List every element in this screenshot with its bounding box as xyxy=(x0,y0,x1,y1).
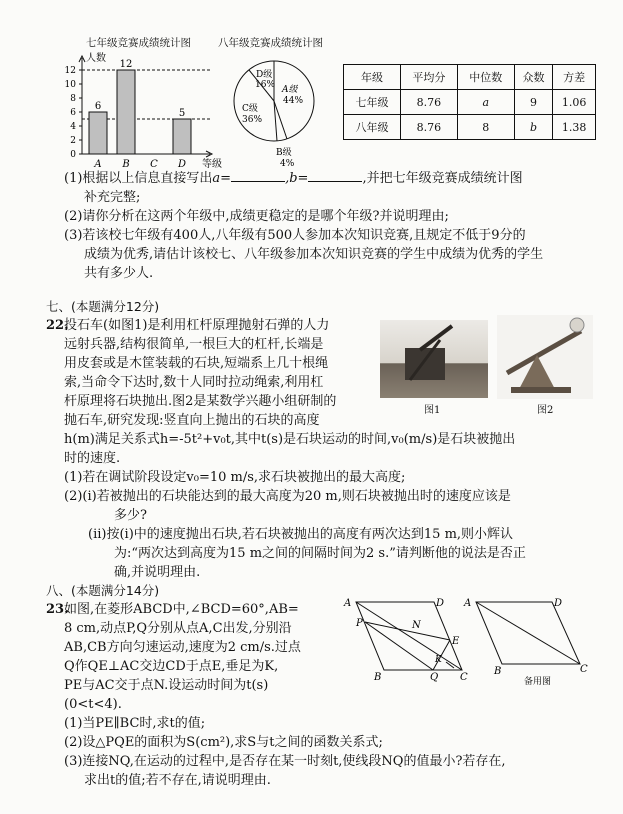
point-label: C xyxy=(460,672,468,683)
spare-diagonal xyxy=(476,602,580,664)
section7-heading: 七、(本题满分12分) xyxy=(46,299,160,314)
q21-part2: (2)请你分析在这两个年级中,成绩更稳定的是哪个年级?并说明理由; xyxy=(64,209,449,224)
bar-chart xyxy=(60,50,230,175)
pie-label: D级 xyxy=(256,70,273,80)
q21-part1-text: (1)根据以上信息直接写出 xyxy=(64,171,213,186)
y-tick-label: 8 xyxy=(70,94,76,104)
q23-line: AB,CB方向匀速运动,速度为2 cm/s.过点 xyxy=(64,640,301,655)
pie-label: B级 xyxy=(276,148,292,158)
bar xyxy=(117,70,135,154)
answer-blank-b xyxy=(308,169,362,182)
q21-part3-cont: 共有多少人. xyxy=(84,266,154,281)
q22-part3-cont: 为:“两次达到高度为15 m之间的间隔时间为2 s.”请判断他的说法是否正 xyxy=(114,546,526,561)
pie-label: C级 xyxy=(242,104,258,114)
q23-part2: (2)设△PQE的面积为S(cm²),求S与t之间的函数关系式; xyxy=(64,735,383,750)
table-header: 方差 xyxy=(553,65,596,90)
table-cell: 1.06 xyxy=(553,90,596,115)
table-cell: 9 xyxy=(514,90,553,115)
q21-part1-cont: 补充完整; xyxy=(84,190,141,205)
diagonal-ac xyxy=(356,602,462,670)
bar xyxy=(89,112,107,154)
q21-part3-cont: 成绩为优秀,请估计该校七、八年级参加本次知识竞赛的学生中成绩为优秀的学生 xyxy=(84,247,544,262)
bar-value-label: 5 xyxy=(178,108,186,119)
pie-label: 4% xyxy=(280,159,295,169)
section8-heading: 八、(本题满分14分) xyxy=(46,583,160,598)
pie-label: 36% xyxy=(242,115,263,125)
table-cell: 七年级 xyxy=(344,90,401,115)
q22-line: 用皮套或是木筐装载的石块,短端系上几十根绳 xyxy=(64,356,329,371)
pie-label: 16% xyxy=(255,80,276,90)
table-cell: a xyxy=(457,90,514,115)
x-category-label: D xyxy=(177,159,187,170)
y-tick-label: 0 xyxy=(70,150,76,160)
point-label: E xyxy=(452,636,460,647)
pie-label: A级 xyxy=(282,85,298,95)
table-cell: 八年级 xyxy=(344,115,401,140)
point-label: B xyxy=(494,666,502,677)
point-label: D xyxy=(554,598,563,609)
catapult-photo-2 xyxy=(497,315,593,399)
pie-chart xyxy=(228,55,333,170)
y-axis-label: 人数 xyxy=(86,53,106,64)
table-cell: 1.38 xyxy=(553,115,596,140)
table-header: 年级 xyxy=(344,65,401,90)
table-header: 中位数 xyxy=(457,65,514,90)
table-header: 平均分 xyxy=(400,65,457,90)
point-label: B xyxy=(374,672,382,683)
point-label: K xyxy=(435,655,442,665)
q23-part1: (1)当PE∥BC时,求t的值; xyxy=(64,716,206,731)
y-tick-label: 12 xyxy=(64,66,76,76)
point-label: D xyxy=(436,598,445,609)
q23-line: Q作QE⊥AC交边CD于点E,垂足为K, xyxy=(64,659,279,674)
q22-part1: (1)若在调试阶段设定v₀=10 m/s,求石块被抛出的最大高度; xyxy=(64,470,406,485)
chart7-title: 七年级竞赛成绩统计图 xyxy=(86,37,191,49)
table-header: 众数 xyxy=(514,65,553,90)
q23-line: PE与AC交于点N.设运动时间为t(s) xyxy=(64,678,269,693)
point-label: A xyxy=(464,598,472,609)
q22-line: 远射兵器,结构很简单,一根巨大的杠杆,长端是 xyxy=(64,337,324,352)
model-catapult-illustration xyxy=(497,315,593,399)
q21-part3: (3)若该校七年级有400人,八年级有500人参加本次知识竞赛,且规定不低于9分的 xyxy=(64,228,526,243)
point-label: N xyxy=(412,620,421,631)
y-tick-label: 10 xyxy=(64,80,76,90)
q22-line: 杆原理将石块抛出.图2是某数学兴趣小组研制的 xyxy=(64,394,337,409)
stats-table xyxy=(343,64,596,140)
spare-figure-caption: 备用图 xyxy=(524,677,552,687)
point-label: A xyxy=(344,598,352,609)
table-cell: 8.76 xyxy=(400,115,457,140)
bar-value-label: 12 xyxy=(119,59,133,70)
q21-b-label: ,b= xyxy=(285,171,309,186)
q23-line: 8 cm,动点P,Q分别从点A,C出发,分别沿 xyxy=(64,621,292,636)
point-label: P xyxy=(356,618,363,629)
x-axis-label: 等级 xyxy=(202,159,222,170)
catapult-illustration xyxy=(380,320,488,398)
q22-part3: (ⅱ)按(ⅰ)中的速度抛出石块,若石块被抛出的高度有两次达到15 m,则小辉认 xyxy=(88,527,514,542)
q22-line: 投石车(如图1)是利用杠杆原理抛射石弹的人力 xyxy=(64,318,330,333)
point-label: Q xyxy=(430,672,439,683)
q23-part3-cont: 求出t的值;若不存在,请说明理由. xyxy=(84,773,271,788)
q22-part2-cont: 多少? xyxy=(114,508,147,523)
catapult-photo-1 xyxy=(380,320,488,398)
q21-a-label: a= xyxy=(212,171,232,186)
q22-line: 索,当命令下达时,数十人同时拉动绳索,利用杠 xyxy=(64,375,324,390)
x-category-label: A xyxy=(94,159,102,170)
bar-value-label: 6 xyxy=(94,101,102,112)
q22-line: 抛石车,研究发现:竖直向上抛出的石块的高度 xyxy=(64,413,320,428)
q22-part3-cont: 确,并说明理由. xyxy=(114,565,201,580)
table-cell: 8.76 xyxy=(400,90,457,115)
bar xyxy=(173,119,191,154)
y-tick-label: 2 xyxy=(70,136,76,146)
answer-blank-a xyxy=(231,169,285,182)
q23-number: 23. xyxy=(46,602,69,617)
y-tick-label: 4 xyxy=(70,122,76,132)
q22-part2: (2)(ⅰ)若被抛出的石块能达到的最大高度为20 m,则石块被抛出时的速度应该是 xyxy=(64,489,511,504)
q23-line: 如图,在菱形ABCD中,∠BCD=60°,AB= xyxy=(64,602,299,617)
q21-part1 xyxy=(64,169,523,188)
x-category-label: B xyxy=(122,159,130,170)
table-cell: 8 xyxy=(457,115,514,140)
pie-label: 44% xyxy=(283,96,304,106)
y-tick-label: 6 xyxy=(70,108,76,118)
q21-part1-text: ,并把七年级竞赛成绩统计图 xyxy=(362,171,523,186)
point-label: C xyxy=(580,664,588,675)
chart8-title: 八年级竞赛成绩统计图 xyxy=(218,37,323,49)
q22-line: h(m)满足关系式h=-5t²+v₀t,其中t(s)是石块运动的时间,v₀(m/s)是石块被抛出 xyxy=(64,432,516,447)
x-category-label: C xyxy=(150,159,158,170)
figure1-caption: 图1 xyxy=(424,405,441,416)
table-cell: b xyxy=(514,115,553,140)
q22-number: 22. xyxy=(46,318,69,333)
figure2-caption: 图2 xyxy=(537,405,554,416)
q23-part3: (3)连接NQ,在运动的过程中,是否存在某一时刻t,使线段NQ的值最小?若存在, xyxy=(64,754,506,769)
spare-figure xyxy=(460,592,590,692)
rhombus-figure xyxy=(338,592,468,684)
q22-line: 时的速度. xyxy=(64,451,121,466)
q23-line: (0<t<4). xyxy=(64,697,122,712)
